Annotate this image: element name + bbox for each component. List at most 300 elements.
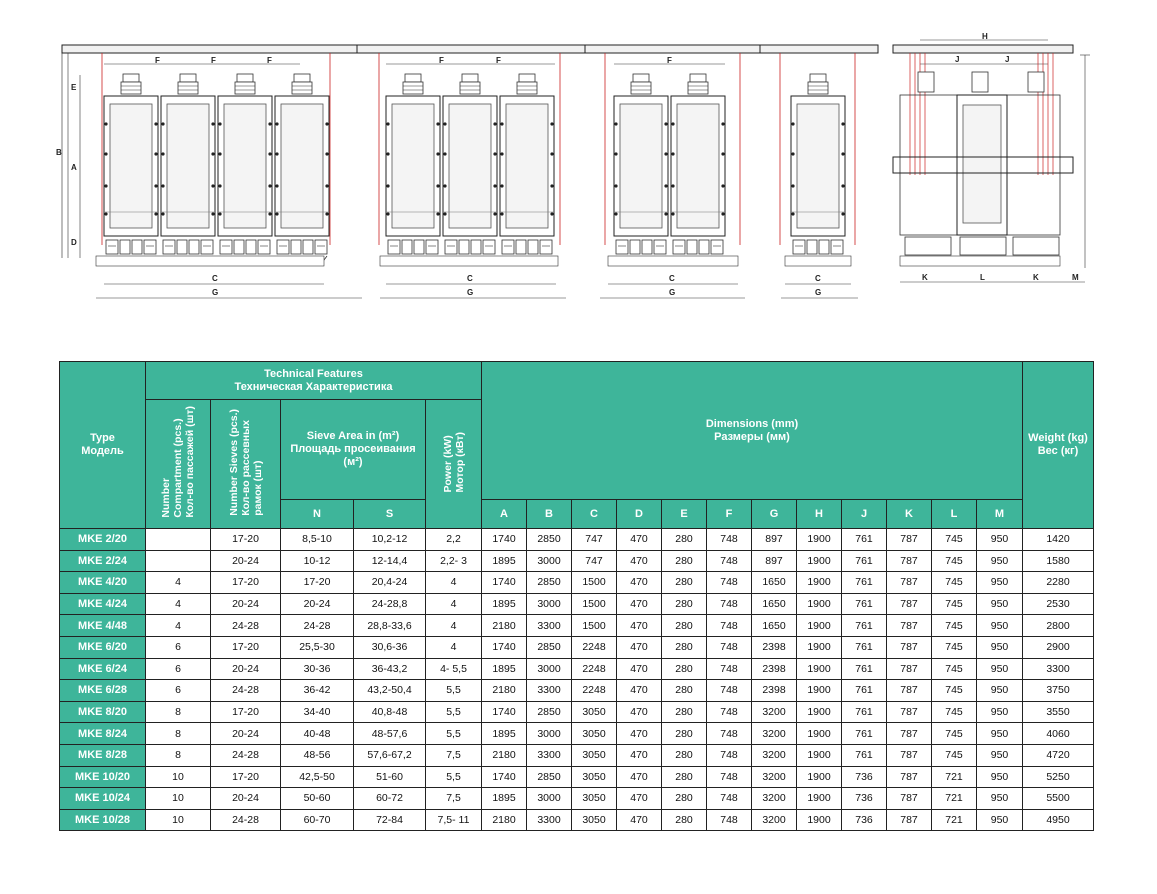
table-cell: 748 (707, 593, 752, 615)
table-cell: 3300 (527, 615, 572, 637)
table-cell: 8 (146, 723, 211, 745)
model-cell: MKE 4/48 (60, 615, 146, 637)
table-cell: 787 (887, 658, 932, 680)
label-E: E (71, 83, 77, 92)
table-cell: 761 (842, 529, 887, 551)
table-cell: 470 (617, 550, 662, 572)
label-C-3: C (669, 274, 675, 283)
table-cell: 1420 (1023, 529, 1094, 551)
table-cell: 787 (887, 766, 932, 788)
table-cell: 280 (662, 701, 707, 723)
table-cell: 787 (887, 636, 932, 658)
table-cell: 1900 (797, 680, 842, 702)
table-cell: 747 (572, 550, 617, 572)
table-cell: 745 (932, 636, 977, 658)
header-D: D (617, 500, 662, 529)
table-cell: 2398 (752, 680, 797, 702)
table-cell: 470 (617, 766, 662, 788)
header-J: J (842, 500, 887, 529)
drawing-side-view (893, 32, 1090, 282)
table-cell: 950 (977, 529, 1023, 551)
table-cell: 748 (707, 680, 752, 702)
table-cell: 1900 (797, 550, 842, 572)
table-cell: 2280 (1023, 572, 1094, 594)
table-cell (146, 529, 211, 551)
table-cell: 950 (977, 636, 1023, 658)
model-cell: MKE 2/20 (60, 529, 146, 551)
table-cell: 48-57,6 (354, 723, 426, 745)
table-cell: 36-42 (281, 680, 354, 702)
table-cell: 761 (842, 701, 887, 723)
label-K-2: K (1033, 273, 1039, 282)
table-cell: 1895 (482, 723, 527, 745)
header-H: H (797, 500, 842, 529)
table-cell: 3050 (572, 788, 617, 810)
table-cell: 950 (977, 680, 1023, 702)
table-cell: 1740 (482, 529, 527, 551)
model-cell: MKE 6/24 (60, 658, 146, 680)
table-cell: 4060 (1023, 723, 1094, 745)
table-cell: 5,5 (426, 766, 482, 788)
table-cell: 950 (977, 615, 1023, 637)
table-cell: 3200 (752, 744, 797, 766)
label-C: C (212, 274, 218, 283)
table-cell: 2180 (482, 744, 527, 766)
header-sieves: Number Sieves (pcs.) Кол-во рассевных рамок (шт) (211, 400, 281, 529)
table-cell: 2248 (572, 680, 617, 702)
table-cell: 2180 (482, 809, 527, 831)
table-cell: 3000 (527, 593, 572, 615)
table-cell: 736 (842, 766, 887, 788)
table-cell: 1895 (482, 788, 527, 810)
table-cell: 3200 (752, 766, 797, 788)
table-cell: 470 (617, 744, 662, 766)
label-F-4: F (439, 56, 444, 65)
table-cell: 950 (977, 701, 1023, 723)
label-C-2: C (467, 274, 473, 283)
table-cell: 280 (662, 593, 707, 615)
header-technical-features: Technical Features Техническая Характеристика (146, 362, 482, 400)
table-cell: 950 (977, 550, 1023, 572)
model-cell: MKE 4/20 (60, 572, 146, 594)
table-cell: 787 (887, 550, 932, 572)
table-cell: 950 (977, 572, 1023, 594)
table-cell: 3750 (1023, 680, 1094, 702)
table-cell: 5500 (1023, 788, 1094, 810)
table-cell: 36-43,2 (354, 658, 426, 680)
table-row (60, 766, 1094, 788)
model-cell: MKE 6/20 (60, 636, 146, 658)
table-cell: 2850 (527, 701, 572, 723)
table-cell: 12-14,4 (354, 550, 426, 572)
table-cell: 10-12 (281, 550, 354, 572)
table-cell: 787 (887, 701, 932, 723)
table-cell: 2180 (482, 615, 527, 637)
table-cell: 40,8-48 (354, 701, 426, 723)
table-cell: 3300 (527, 680, 572, 702)
header-M: M (977, 500, 1023, 529)
table-cell: 3050 (572, 766, 617, 788)
table-cell: 748 (707, 658, 752, 680)
table-cell: 787 (887, 744, 932, 766)
table-cell: 1900 (797, 766, 842, 788)
label-L: L (980, 273, 985, 282)
label-G-2: G (467, 288, 474, 297)
table-cell: 3300 (527, 809, 572, 831)
table-cell: 42,5-50 (281, 766, 354, 788)
header-type: Type Модель (60, 362, 146, 529)
table-cell: 2900 (1023, 636, 1094, 658)
table-cell: 787 (887, 572, 932, 594)
table-cell: 2248 (572, 658, 617, 680)
table-cell: 2850 (527, 572, 572, 594)
model-cell: MKE 4/24 (60, 593, 146, 615)
label-F-5: F (496, 56, 501, 65)
table-cell: 1500 (572, 572, 617, 594)
label-J-2: J (1005, 55, 1010, 64)
model-cell: MKE 2/24 (60, 550, 146, 572)
header-compartments: Number Compartment (pcs.) Кол-во пассажей (шт) (146, 400, 211, 529)
table-cell: 280 (662, 680, 707, 702)
table-cell: 6 (146, 680, 211, 702)
label-D: D (71, 238, 77, 247)
table-cell: 25,5-30 (281, 636, 354, 658)
table-cell: 4 (426, 615, 482, 637)
table-cell: 6 (146, 636, 211, 658)
header-E: E (662, 500, 707, 529)
table-cell: 761 (842, 658, 887, 680)
label-F-3: F (267, 56, 272, 65)
table-cell: 736 (842, 809, 887, 831)
table-cell: 24-28,8 (354, 593, 426, 615)
model-cell: MKE 10/28 (60, 809, 146, 831)
model-cell: MKE 10/20 (60, 766, 146, 788)
table-cell: 51-60 (354, 766, 426, 788)
table-cell: 3050 (572, 744, 617, 766)
table-cell: 745 (932, 658, 977, 680)
table-cell: 470 (617, 572, 662, 594)
table-cell: 1650 (752, 572, 797, 594)
table-cell: 1900 (797, 723, 842, 745)
table-cell: 2,2- 3 (426, 550, 482, 572)
table-cell: 761 (842, 680, 887, 702)
table-cell: 950 (977, 723, 1023, 745)
table-cell: 3050 (572, 809, 617, 831)
table-cell: 4 (146, 615, 211, 637)
table-cell: 721 (932, 766, 977, 788)
table-cell: 7,5- 11 (426, 809, 482, 831)
header-N: N (281, 500, 354, 529)
table-cell: 787 (887, 723, 932, 745)
model-cell: MKE 6/28 (60, 680, 146, 702)
table-cell: 17-20 (211, 701, 281, 723)
label-G: G (212, 288, 219, 297)
table-row (60, 701, 1094, 723)
table-cell: 60-72 (354, 788, 426, 810)
table-cell: 24-28 (211, 744, 281, 766)
table-cell: 2248 (572, 636, 617, 658)
table-cell: 748 (707, 572, 752, 594)
table-cell: 787 (887, 593, 932, 615)
table-cell: 5,5 (426, 723, 482, 745)
table-cell: 787 (887, 788, 932, 810)
table-cell: 10,2-12 (354, 529, 426, 551)
label-F-2: F (211, 56, 216, 65)
model-cell: MKE 8/20 (60, 701, 146, 723)
table-cell: 50-60 (281, 788, 354, 810)
table-cell: 745 (932, 680, 977, 702)
table-cell: 8 (146, 744, 211, 766)
table-cell: 2530 (1023, 593, 1094, 615)
table-cell: 745 (932, 529, 977, 551)
table-row (60, 723, 1094, 745)
header-G: G (752, 500, 797, 529)
table-cell: 3200 (752, 809, 797, 831)
table-cell: 787 (887, 680, 932, 702)
table-cell: 748 (707, 744, 752, 766)
label-G-4: G (815, 288, 822, 297)
table-cell: 1740 (482, 766, 527, 788)
table-cell: 1895 (482, 593, 527, 615)
table-cell: 8 (146, 701, 211, 723)
table-cell: 1900 (797, 593, 842, 615)
table-row (60, 636, 1094, 658)
table-body (60, 529, 1094, 831)
technical-drawings (0, 0, 1157, 330)
table-cell: 57,6-67,2 (354, 744, 426, 766)
table-cell: 4 (146, 572, 211, 594)
label-G-3: G (669, 288, 676, 297)
table-cell: 761 (842, 723, 887, 745)
label-H: H (982, 32, 988, 41)
table-cell: 10 (146, 788, 211, 810)
table-cell: 736 (842, 788, 887, 810)
table-cell: 745 (932, 593, 977, 615)
model-cell: MKE 10/24 (60, 788, 146, 810)
table-cell: 787 (887, 529, 932, 551)
table-row (60, 593, 1094, 615)
table-cell: 1900 (797, 636, 842, 658)
table-cell: 280 (662, 529, 707, 551)
table-cell: 72-84 (354, 809, 426, 831)
table-cell: 20-24 (211, 788, 281, 810)
table-cell: 43,2-50,4 (354, 680, 426, 702)
table-cell: 470 (617, 723, 662, 745)
table-cell (146, 550, 211, 572)
table-cell: 748 (707, 809, 752, 831)
label-M: M (1072, 273, 1079, 282)
table-cell: 1900 (797, 615, 842, 637)
table-cell: 280 (662, 636, 707, 658)
table-cell: 748 (707, 615, 752, 637)
table-cell: 1895 (482, 658, 527, 680)
label-B: B (56, 148, 62, 157)
table-cell: 950 (977, 788, 1023, 810)
table-cell: 17-20 (211, 636, 281, 658)
table-cell: 3000 (527, 723, 572, 745)
drawing-view-4 (585, 45, 760, 298)
table-cell: 1900 (797, 529, 842, 551)
table-cell: 40-48 (281, 723, 354, 745)
table-cell: 787 (887, 809, 932, 831)
table-cell: 28,8-33,6 (354, 615, 426, 637)
table-cell: 748 (707, 636, 752, 658)
table-cell: 721 (932, 809, 977, 831)
table-cell: 470 (617, 701, 662, 723)
label-F-1: F (155, 56, 160, 65)
table-cell: 748 (707, 529, 752, 551)
table-cell: 280 (662, 550, 707, 572)
header-K: K (887, 500, 932, 529)
table-row (60, 550, 1094, 572)
table-cell: 60-70 (281, 809, 354, 831)
table-cell: 897 (752, 550, 797, 572)
header-C: C (572, 500, 617, 529)
table-cell: 950 (977, 766, 1023, 788)
table-row (60, 809, 1094, 831)
table-cell: 1650 (752, 615, 797, 637)
table-cell: 950 (977, 744, 1023, 766)
table-row (60, 658, 1094, 680)
table-cell: 761 (842, 550, 887, 572)
table-cell: 3050 (572, 723, 617, 745)
table-cell: 17-20 (281, 572, 354, 594)
table-row (60, 680, 1094, 702)
table-cell: 748 (707, 766, 752, 788)
table-cell: 470 (617, 809, 662, 831)
table-cell: 20-24 (211, 593, 281, 615)
table-cell: 745 (932, 550, 977, 572)
table-cell: 2850 (527, 766, 572, 788)
table-cell: 17-20 (211, 529, 281, 551)
table-cell: 24-28 (211, 809, 281, 831)
table-cell: 2180 (482, 680, 527, 702)
drawing-view-8 (56, 45, 362, 298)
model-cell: MKE 8/28 (60, 744, 146, 766)
table-cell: 48-56 (281, 744, 354, 766)
table-cell: 24-28 (211, 680, 281, 702)
table-cell: 20-24 (211, 723, 281, 745)
table-cell: 20-24 (211, 658, 281, 680)
header-weight: Weight (kg) Вес (кг) (1023, 362, 1094, 529)
table-cell: 17-20 (211, 572, 281, 594)
table-cell: 3000 (527, 788, 572, 810)
table-cell: 280 (662, 809, 707, 831)
table-cell: 7,5 (426, 744, 482, 766)
table-cell: 3200 (752, 701, 797, 723)
drawing-view-2 (760, 45, 878, 298)
table-cell: 30,6-36 (354, 636, 426, 658)
table-cell: 1895 (482, 550, 527, 572)
header-B: B (527, 500, 572, 529)
table-cell: 4950 (1023, 809, 1094, 831)
table-cell: 5,5 (426, 701, 482, 723)
table-row (60, 529, 1094, 551)
table-cell: 280 (662, 615, 707, 637)
table-cell: 2850 (527, 529, 572, 551)
header-A: A (482, 500, 527, 529)
table-cell: 747 (572, 529, 617, 551)
table-cell: 1900 (797, 744, 842, 766)
label-C-4: C (815, 274, 821, 283)
header-S: S (354, 500, 426, 529)
table-cell: 4 (426, 572, 482, 594)
table-cell: 7,5 (426, 788, 482, 810)
table-cell: 3050 (572, 701, 617, 723)
table-cell: 3000 (527, 658, 572, 680)
table-cell: 761 (842, 593, 887, 615)
table-cell: 1900 (797, 788, 842, 810)
table-cell: 761 (842, 636, 887, 658)
table-cell: 3300 (1023, 658, 1094, 680)
table-cell: 280 (662, 572, 707, 594)
table-cell: 745 (932, 744, 977, 766)
table-cell: 721 (932, 788, 977, 810)
table-cell: 761 (842, 572, 887, 594)
label-A: A (71, 163, 77, 172)
table-cell: 2850 (527, 636, 572, 658)
specification-table (59, 361, 1094, 831)
table-cell: 10 (146, 766, 211, 788)
label-J-1: J (955, 55, 960, 64)
table-cell: 280 (662, 766, 707, 788)
table-cell: 3300 (527, 744, 572, 766)
table-cell: 745 (932, 572, 977, 594)
table-cell: 1580 (1023, 550, 1094, 572)
table-cell: 3000 (527, 550, 572, 572)
model-cell: MKE 8/24 (60, 723, 146, 745)
table-cell: 1500 (572, 615, 617, 637)
table-cell: 470 (617, 529, 662, 551)
table-cell: 34-40 (281, 701, 354, 723)
table-cell: 2398 (752, 636, 797, 658)
table-cell: 24-28 (211, 615, 281, 637)
table-cell: 1740 (482, 701, 527, 723)
table-cell: 470 (617, 615, 662, 637)
table-cell: 24-28 (281, 615, 354, 637)
table-cell: 787 (887, 615, 932, 637)
label-F-6: F (667, 56, 672, 65)
table-cell: 470 (617, 680, 662, 702)
table-cell: 745 (932, 615, 977, 637)
table-cell: 1900 (797, 809, 842, 831)
table-cell: 3550 (1023, 701, 1094, 723)
table-cell: 4 (426, 593, 482, 615)
table-cell: 1650 (752, 593, 797, 615)
table-cell: 748 (707, 723, 752, 745)
table-cell: 745 (932, 701, 977, 723)
table-cell: 470 (617, 593, 662, 615)
table-cell: 1900 (797, 658, 842, 680)
table-cell: 1900 (797, 572, 842, 594)
table-cell: 950 (977, 593, 1023, 615)
table-cell: 30-36 (281, 658, 354, 680)
table-row (60, 744, 1094, 766)
table-cell: 17-20 (211, 766, 281, 788)
drawing-view-6 (357, 45, 585, 298)
table-cell: 470 (617, 788, 662, 810)
table-cell: 10 (146, 809, 211, 831)
header-dimensions: Dimensions (mm) Размеры (мм) (482, 362, 1023, 500)
table-cell: 1900 (797, 701, 842, 723)
table-cell: 4 (146, 593, 211, 615)
table-cell: 2398 (752, 658, 797, 680)
table-cell: 897 (752, 529, 797, 551)
table-cell: 748 (707, 550, 752, 572)
table-cell: 3200 (752, 723, 797, 745)
table-cell: 748 (707, 701, 752, 723)
table-cell: 2800 (1023, 615, 1094, 637)
